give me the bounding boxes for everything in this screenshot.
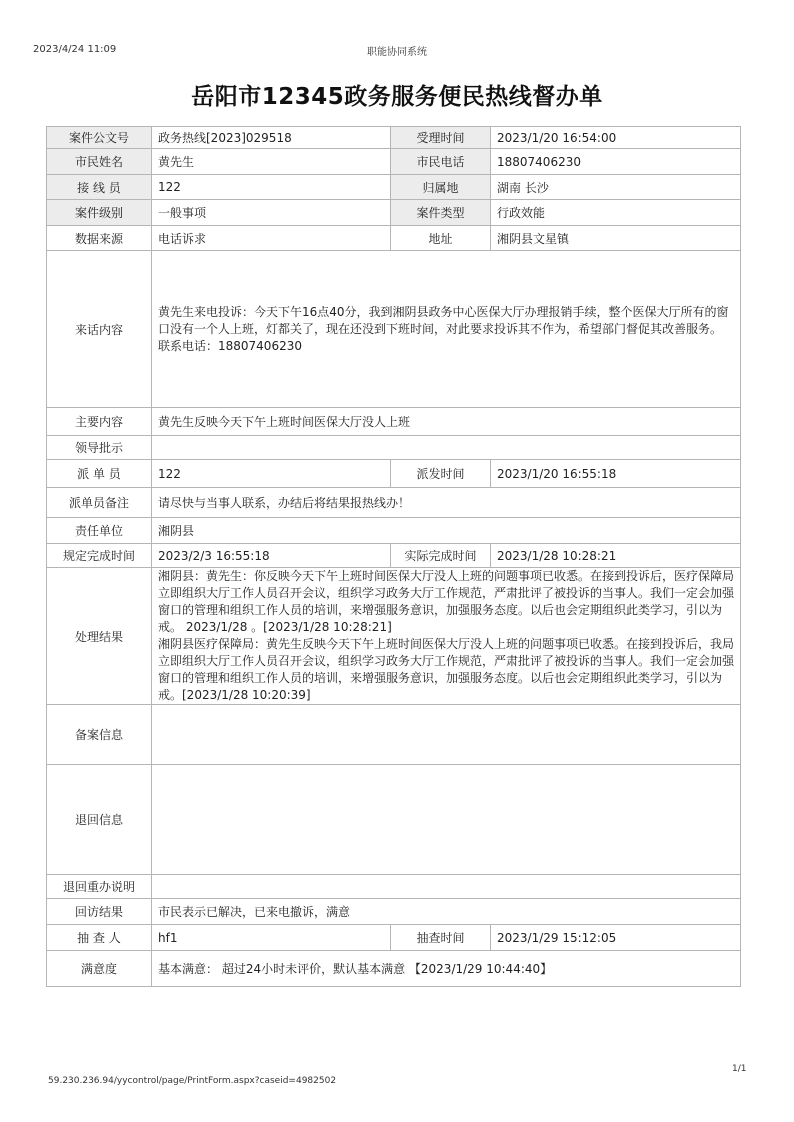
row-case-no bbox=[47, 127, 741, 149]
actual-time-value: 2023/1/28 10:28:21 bbox=[491, 544, 741, 568]
checker-value: hf1 bbox=[152, 925, 391, 951]
supervision-form-table bbox=[46, 126, 741, 987]
belong-label: 归属地 bbox=[391, 175, 491, 200]
row-dispatcher-note bbox=[47, 488, 741, 518]
row-source bbox=[47, 226, 741, 251]
result-value: 湘阴县：黄先生：你反映今天下午上班时间医保大厅没人上班的问题事项已收悉。在接到投诉后，医疗保障局立即组织大厅工作人员召开会议，组织学习政务大厅工作规范，严肃批评了被投诉的当事人。我们一定会加强窗口的管理和组织工作人员的培训，来增强服务意识，加强服务态度。以后也会定期组织此类学习，引以为戒。 2023/1/28 。[2023/1/28 10:28:21] 湘阴县医疗保障局：黄先生反映今天下午上班时间医保大厅没人上班的问题事项已收悉。在接到投诉后，我局立即组织大厅工作人员召开会议，组织学习政务大厅工作规范，严肃批评了被投诉的当事人。我们一定会加强窗口的管理和组织工作人员的培训，来增强服务意识，加强服务态度。以后也会定期组织此类学习，引以为戒。[2023/1/28 10:20:39] bbox=[152, 568, 741, 705]
filing-value bbox=[152, 705, 741, 765]
row-citizen bbox=[47, 149, 741, 175]
print-url: 59.230.236.94/yycontrol/page/PrintForm.aspx?caseid=4982502 bbox=[48, 1076, 337, 1086]
visit-label: 回访结果 bbox=[47, 899, 152, 925]
satisfaction-value: 基本满意： 超过24小时未评价，默认基本满意 【2023/1/29 10:44:40】 bbox=[152, 951, 741, 987]
satisfaction-label: 满意度 bbox=[47, 951, 152, 987]
check-time-value: 2023/1/29 15:12:05 bbox=[491, 925, 741, 951]
row-main bbox=[47, 408, 741, 436]
case-type-label: 案件类型 bbox=[391, 200, 491, 226]
content-label: 来话内容 bbox=[47, 251, 152, 408]
source-label: 数据来源 bbox=[47, 226, 152, 251]
main-value: 黄先生反映今天下午上班时间医保大厅没人上班 bbox=[152, 408, 741, 436]
actual-time-label: 实际完成时间 bbox=[391, 544, 491, 568]
case-no-label: 案件公文号 bbox=[47, 127, 152, 149]
leader-value bbox=[152, 436, 741, 460]
dispatch-time-label: 派发时间 bbox=[391, 460, 491, 488]
row-filing bbox=[47, 705, 741, 765]
level-value: 一般事项 bbox=[152, 200, 391, 226]
row-checker bbox=[47, 925, 741, 951]
redo-label: 退回重办说明 bbox=[47, 875, 152, 899]
dispatch-time-value: 2023/1/20 16:55:18 bbox=[491, 460, 741, 488]
row-unit bbox=[47, 518, 741, 544]
row-visit bbox=[47, 899, 741, 925]
return-label: 退回信息 bbox=[47, 765, 152, 875]
check-time-label: 抽查时间 bbox=[391, 925, 491, 951]
citizen-phone-label: 市民电话 bbox=[391, 149, 491, 175]
case-type-value: 行政效能 bbox=[491, 200, 741, 226]
content-value: 黄先生来电投诉：今天下午16点40分，我到湘阴县政务中心医保大厅办理报销手续，整个医保大厅所有的窗口没有一个人上班，灯都关了，现在还没到下班时间，对此要求投诉其不作为，希望部门督促其改善服务。 联系电话：18807406230 bbox=[152, 251, 741, 408]
source-value: 电话诉求 bbox=[152, 226, 391, 251]
checker-label: 抽 查 人 bbox=[47, 925, 152, 951]
print-datetime: 2023/4/24 11:09 bbox=[33, 44, 117, 55]
result-label: 处理结果 bbox=[47, 568, 152, 705]
row-satisfaction bbox=[47, 951, 741, 987]
address-value: 湘阴县文星镇 bbox=[491, 226, 741, 251]
case-no-value: 政务热线[2023]029518 bbox=[152, 127, 391, 149]
citizen-name-value: 黄先生 bbox=[152, 149, 391, 175]
main-label: 主要内容 bbox=[47, 408, 152, 436]
redo-value bbox=[152, 875, 741, 899]
citizen-phone-value: 18807406230 bbox=[491, 149, 741, 175]
unit-value: 湘阴县 bbox=[152, 518, 741, 544]
accept-time-value: 2023/1/20 16:54:00 bbox=[491, 127, 741, 149]
row-level bbox=[47, 200, 741, 226]
dispatcher-label: 派 单 员 bbox=[47, 460, 152, 488]
row-dispatcher bbox=[47, 460, 741, 488]
deadline-value: 2023/2/3 16:55:18 bbox=[152, 544, 391, 568]
operator-value: 122 bbox=[152, 175, 391, 200]
dispatcher-note-label: 派单员备注 bbox=[47, 488, 152, 518]
citizen-name-label: 市民姓名 bbox=[47, 149, 152, 175]
dispatcher-note-value: 请尽快与当事人联系，办结后将结果报热线办！ bbox=[152, 488, 741, 518]
row-redo bbox=[47, 875, 741, 899]
row-result bbox=[47, 568, 741, 705]
accept-time-label: 受理时间 bbox=[391, 127, 491, 149]
row-deadline bbox=[47, 544, 741, 568]
row-leader bbox=[47, 436, 741, 460]
row-operator bbox=[47, 175, 741, 200]
deadline-label: 规定完成时间 bbox=[47, 544, 152, 568]
leader-label: 领导批示 bbox=[47, 436, 152, 460]
operator-label: 接 线 员 bbox=[47, 175, 152, 200]
belong-value: 湖南 长沙 bbox=[491, 175, 741, 200]
system-name: 职能协同系统 bbox=[367, 47, 427, 58]
row-content bbox=[47, 251, 741, 408]
row-return bbox=[47, 765, 741, 875]
filing-label: 备案信息 bbox=[47, 705, 152, 765]
page-number: 1/1 bbox=[732, 1064, 747, 1074]
unit-label: 责任单位 bbox=[47, 518, 152, 544]
return-value bbox=[152, 765, 741, 875]
level-label: 案件级别 bbox=[47, 200, 152, 226]
page-title: 岳阳市12345政务服务便民热线督办单 bbox=[191, 84, 603, 110]
address-label: 地址 bbox=[391, 226, 491, 251]
dispatcher-value: 122 bbox=[152, 460, 391, 488]
visit-value: 市民表示已解决，已来电撤诉，满意 bbox=[152, 899, 741, 925]
